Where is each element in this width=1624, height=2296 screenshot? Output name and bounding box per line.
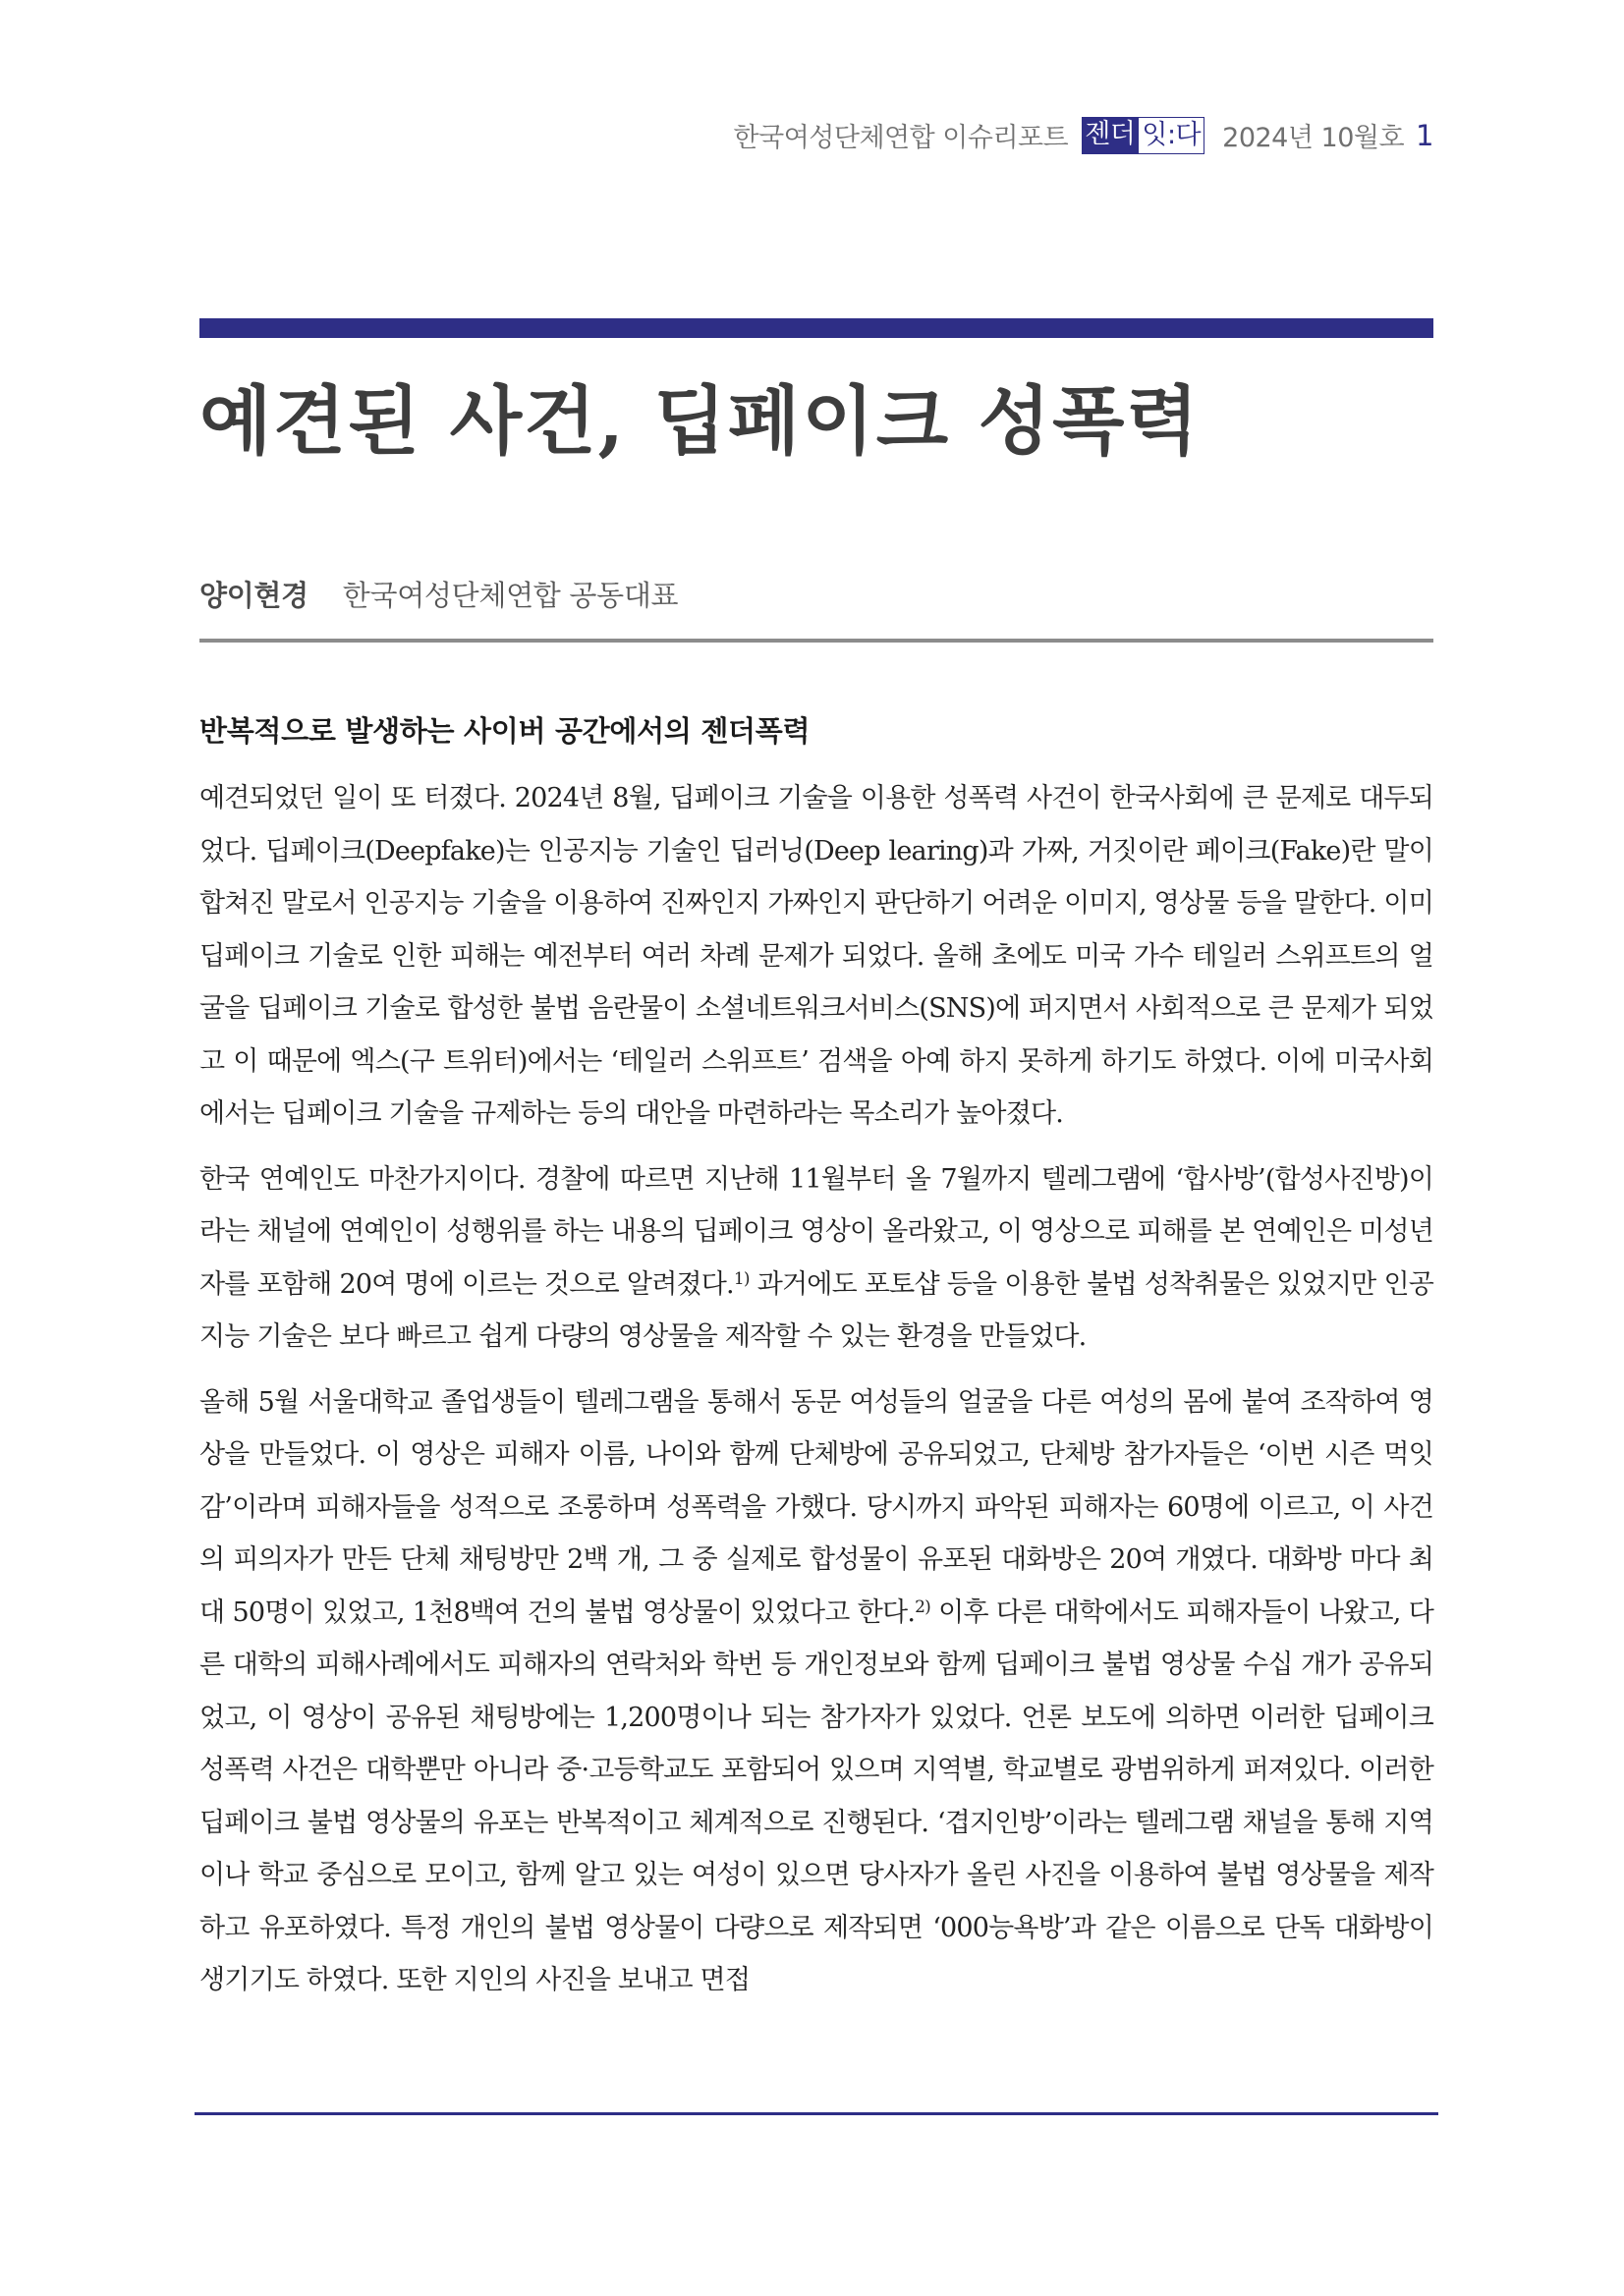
footer-divider xyxy=(195,2112,1438,2115)
paragraph-3 xyxy=(199,1376,1433,2007)
brand-logo xyxy=(1082,117,1204,154)
author-divider xyxy=(199,639,1433,643)
paragraph-2-text-a: 한국 연예인도 마찬가지이다. 경찰에 따르면 지난해 11월부터 올 7월까지 텔레그램에 ‘합사방’(합성사진방)이라는 채널에 연예인이 성행위를 하는 내용의 딥페이크 영상이 올라왔고, 이 영상으로 피해를 본 연예인은 미성년자를 포함해 20여 명에 이르는 것으로 알려졌다. xyxy=(199,1163,1433,1300)
page-number: 1 xyxy=(1416,118,1433,152)
author-role: 한국여성단체연합 공동대표 xyxy=(342,579,679,612)
author-name: 양이현경 xyxy=(199,579,308,612)
footnote-ref-2[interactable]: 2) xyxy=(915,1596,930,1617)
title-accent-bar xyxy=(199,318,1433,338)
paragraph-2 xyxy=(199,1153,1433,1364)
page-header xyxy=(734,116,1433,154)
brand-part-1: 젠더 xyxy=(1082,117,1138,154)
article-body xyxy=(199,772,1433,2020)
section-heading: 반복적으로 발생하는 사이버 공간에서의 젠더폭력 xyxy=(199,714,811,748)
paragraph-3-text-a: 올해 5월 서울대학교 졸업생들이 텔레그램을 통해서 동문 여성들의 얼굴을 다른 여성의 몸에 붙여 조작하여 영상을 만들었다. 이 영상은 피해자 이름, 나이와 함께 단체방에 공유되었고, 단체방 참가자들은 ‘이번 시즌 먹잇감’이라며 피해자들을 성적으로 조롱하며 성폭력을 가했다. 당시까지 파악된 피해자는 60명에 이르고, 이 사건의 피의자가 만든 단체 채팅방만 2백 개, 그 중 실제로 합성물이 유포된 대화방은 20여 개였다. 대화방 마다 최대 50명이 있었고, 1천8백여 건의 불법 영상물이 있었다고 한다. xyxy=(199,1386,1433,1628)
publisher-label: 한국여성단체연합 이슈리포트 xyxy=(733,123,1069,153)
footnote-ref-1[interactable]: 1) xyxy=(733,1268,750,1289)
page-title: 예견된 사건, 딥페이크 성폭력 xyxy=(199,377,1201,465)
author-line xyxy=(199,574,678,614)
paragraph-1-text: 예견되었던 일이 또 터졌다. 2024년 8월, 딥페이크 기술을 이용한 성폭력 사건이 한국사회에 큰 문제로 대두되었다. 딥페이크(Deepfake)는 인공지능 기술인 딥러닝(Deep learing)과 가짜, 거짓이란 페이크(Fake)란 말이 합쳐진 말로서 인공지능 기술을 이용하여 진짜인지 가짜인지 판단하기 어려운 이미지, 영상물 등을 말한다. 이미 딥페이크 기술로 인한 피해는 예전부터 여러 차례 문제가 되었다. 올해 초에도 미국 가수 테일러 스위프트의 얼굴을 딥페이크 기술로 합성한 불법 음란물이 소셜네트워크서비스(SNS)에 퍼지면서 사회적으로 큰 문제가 되었고 이 때문에 엑스(구 트위터)에서는 ‘테일러 스위프트’ 검색을 아예 하지 못하게 하기도 하였다. 이에 미국사회에서는 딥페이크 기술을 규제하는 등의 대안을 마련하라는 목소리가 높아졌다. xyxy=(199,783,1433,1129)
paragraph-1 xyxy=(199,772,1433,1141)
paragraph-3-text-b: 이후 다른 대학에서도 피해자들이 나왔고, 다른 대학의 피해사례에서도 피해자의 연락처와 학번 등 개인정보와 함께 딥페이크 불법 영상물 수십 개가 공유되었고, 이 영상이 공유된 채팅방에는 1,200명이나 되는 참가자가 있었다. 언론 보도에 의하면 이러한 딥페이크 성폭력 사건은 대학뿐만 아니라 중·고등학교도 포함되어 있으며 지역별, 학교별로 광범위하게 퍼져있다. 이러한 딥페이크 불법 영상물의 유포는 반복적이고 체계적으로 진행된다. ‘겹지인방’이라는 텔레그램 채널을 통해 지역이나 학교 중심으로 모이고, 함께 알고 있는 여성이 있으면 당사자가 올린 사진을 이용하여 불법 영상물을 제작하고 유포하였다. 특정 개인의 불법 영상물이 다량으로 제작되면 ‘000능욕방’과 같은 이름으로 단독 대화방이 생기기도 하였다. 또한 지인의 사진을 보내고 면접 xyxy=(199,1596,1433,1995)
brand-part-2: 잇:다 xyxy=(1138,117,1204,154)
paragraph-2-text-b: 과거에도 포토샵 등을 이용한 불법 성착취물은 있었지만 인공지능 기술은 보다 빠르고 쉽게 다량의 영상물을 제작할 수 있는 환경을 만들었다. xyxy=(199,1268,1434,1352)
issue-label: 2024년 10월호 xyxy=(1222,123,1405,153)
